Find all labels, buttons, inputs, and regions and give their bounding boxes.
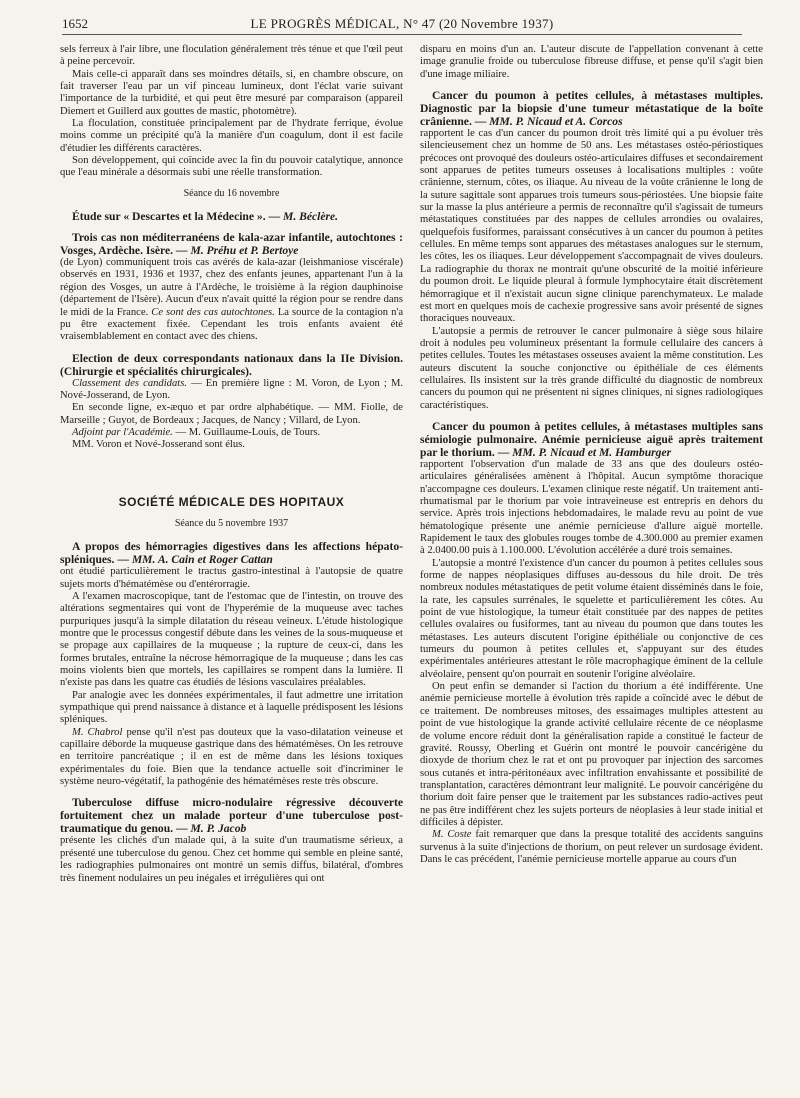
journal-title: LE PROGRÈS MÉDICAL, N° 47 (20 Novembre 1937) bbox=[250, 16, 554, 31]
paragraph: présente les clichés d'un malade qui, à la suite d'un traumatisme sérieux, a présenté une tuberculose du genou. Chez cet homme qui semble en pleine santé, les radiographies pulmonaires ont montré un semis diffus, bilatéral, d'ombres très finement nodulaires un peu inégales et irrégulières qui ont bbox=[60, 835, 403, 884]
page-number: 1652 bbox=[62, 16, 88, 31]
paragraph: rapportent l'observation d'un malade de 33 ans que des douleurs ostéo-articulaires généralisées amènent à l'hôpital. Aucun symptôme thoracique n'accompagne ces douleurs. L'examen clinique reste négatif. Un traitement anti-rhumatismal par le thorium par voie intraveineuse est entrepris en dehors du service. Après trois injections hebdomadaires, le malade revu au point de vue hématologique présente une anémie pernicieuse d'allure aiguë mortelle. Rapidement le taux des globules rouges tombe de 4.300.000 au premier examen à 2.0400.00 puis à 1.100.000. L'évolution accélérée a duré trois semaines. bbox=[420, 458, 763, 557]
session-date: Séance du 5 novembre 1937 bbox=[174, 517, 289, 529]
heading-title: Trois cas non méditerranéens de kala-azar infantile, autochtones : Vosges, Ardèche. Isère. — bbox=[60, 231, 403, 258]
paragraph-text: La source de la contagion n'a pu être exactement fixée. Cependant les trois enfants avaient été vraisemblablement en contact avec des chiens. bbox=[60, 306, 404, 343]
label-text: Classement des candidats. bbox=[72, 377, 187, 389]
page-header bbox=[62, 16, 742, 35]
section-heading bbox=[60, 210, 403, 223]
paragraph-emphasis: Ce sont des cas autochtones. bbox=[151, 306, 275, 318]
heading-title: A propos des hémorragies digestives dans les affections hépato-spléniques. — bbox=[60, 540, 403, 567]
paragraph-text: (de Lyon) communiquent trois cas avérés de kala-azar (leishmaniose viscérale) observés en 1931, 1936 et 1937, chez des enfants jeunes, appartenant l'un à la région des Vosges, un autre à l'Ardèche, le troisième à la région dauphinoise (département de l'Isère). Aucun d'eux n'avait quitté la région pour se rendre dans le midi de la France. bbox=[60, 257, 403, 318]
section-heading bbox=[60, 540, 403, 566]
heading-title: Tuberculose diffuse micro-nodulaire régressive découverte fortuitement chez un malade porteur d'une tuberculose post-traumatique du genou. — bbox=[60, 796, 403, 836]
heading-title: Cancer du poumon à petites cellules, à métastases multiples. Diagnostic par la biopsie d'une tumeur métastatique de la boîte crânienne. — bbox=[420, 89, 763, 129]
paragraph: MM. Voron et Nové-Josserand sont élus. bbox=[72, 439, 245, 451]
paragraph: En seconde ligne, ex-æquo et par ordre alphabétique. — MM. Fiolle, de Marseille ; Guyot, de Bordeaux ; Jacques, de Nancy ; Villard, de Lyon. bbox=[60, 402, 403, 426]
heading-authors: M. Préhu et P. Bertoye bbox=[190, 244, 299, 258]
heading-authors: MM. P. Nicaud et M. Hamburger bbox=[512, 445, 672, 459]
left-column bbox=[60, 44, 403, 885]
heading-title: Étude sur « Descartes et la Médecine ». — bbox=[72, 210, 281, 224]
section-heading bbox=[420, 420, 763, 459]
paragraph-text: pense qu'il n'est pas douteux que la vaso-dilatation veineuse et capillaire déborde la muqueuse gastrique dans des hématémèses. On les retrouve en territoire pancréatique ; il en est de même dans les lésions toxiques expérimentales du foie. Bien que la tendance actuelle soit d'incriminer le système neuro-végétatif, la pathogénie des hématémèses reste très obscure. bbox=[60, 726, 403, 788]
section-heading bbox=[60, 796, 403, 835]
section-heading bbox=[60, 231, 403, 257]
label-text: Adjoint par l'Académie. bbox=[72, 426, 173, 438]
paragraph: A l'examen macroscopique, tant de l'estomac que de l'intestin, on trouve des altérations segmentaires qui vont de l'hyperémie de la muqueuse avec taches purpuriques jusqu'à la simple dilatation du réseau veineux. L'étude histologique montre que le processus congestif débute dans les veines de la sous-muqueuse et se propage aux capillaires de la muqueuse ; la rupture de ceux-ci, dans les formes brutales, entraîne la nécrose hémorragique de la muqueuse ; dans les cas moins violents bien que mortels, les capillaires se rompent dans la lumière. Il n'existe pas dans les quatre cas étudiés de lésions vasculaires préalables. bbox=[60, 590, 403, 689]
paragraph: Mais celle-ci apparaît dans ses moindres détails, si, en chambre obscure, on fait traverser l'eau par un vif pinceau lumineux, dont l'éclat varie suivant l'importance de la turbidité, et qui peut être mesuré par comparaison (appareil Diemert et Guillerd aux gouttes de mastic, photomètre). bbox=[60, 68, 403, 117]
heading-authors: M. Béclère. bbox=[283, 210, 339, 224]
paragraph bbox=[420, 829, 763, 866]
session-date: Séance du 16 novembre bbox=[183, 187, 280, 199]
paragraph: Par analogie avec les données expérimentales, il faut admettre une irritation sympathique qui prend naissance à distance et à laquelle prédisposent les lésions spléniques. bbox=[60, 689, 403, 726]
society-title: SOCIÉTÉ MÉDICALE DES HOPITAUX bbox=[118, 494, 345, 509]
heading-authors: M. P. Jacob bbox=[190, 822, 247, 836]
paragraph bbox=[60, 257, 403, 343]
paragraph bbox=[60, 727, 403, 789]
paragraph-text: fait remarquer que dans la presque totalité des accidents sanguins survenus à la suite d'injections de thorium, on peut relever un surdosage évident. Dans le cas précédent, l'anémie pernicieuse mortelle apparue au cours d'un bbox=[420, 829, 763, 865]
heading-authors: MM. A. Cain et Roger Cattan bbox=[131, 553, 273, 567]
paragraph-text: — En première ligne : M. Voron, de Lyon ; M. Nové-Josserand, de Lyon. bbox=[60, 377, 404, 401]
paragraph: disparu en moins d'un an. L'auteur discute de l'appellation convenant à cette image granulie froide ou tuberculose fibreuse diffuse, et pense qu'il s'agit bien d'une image miliaire. bbox=[420, 44, 763, 80]
right-column bbox=[420, 44, 763, 866]
paragraph: L'autopsie a permis de retrouver le cancer pulmonaire à siège sous hilaire droit à nodules peu volumineux présentant la formule cellulaire des cancers à petites cellules. Toutes les métastases osseuses avaient la même constitution. Les auteurs discutent la souche conjonctive ou épithéliale de ces éléments cellulaires. Ils insistent sur la très grande difficulté du diagnostic de nombreux cancers du poumon qui ne présentent ni signes cliniques, ni signes radiologiques caractéristiques. bbox=[420, 325, 763, 411]
paragraph: ont étudié particulièrement le tractus gastro-intestinal à l'autopsie de quatre sujets morts d'hématémèse ou d'entérorragie. bbox=[60, 566, 403, 590]
paragraph: On peut enfin se demander si l'action du thorium a été indifférente. Une anémie pernicieuse mortelle à évolution très rapide a coïncidé avec le début de ce traitement. De nombreuses mitoses, des essaimages multiples attestent au point de vue histologique la grande activité cellulaire récente de ce néoplasme de volume encore réduit dont la généralisation rapide a constitué le facteur de gravité. Roussy, Oberling et Guérin ont montré le pouvoir cancérigène du dioxyde de thorium chez le rat et ont pu provoquer par injection des sarcomes sous cutanés et intra-péritonéaux avec infiltration envahissante et possibilité de transplantation, caractères démontrant leur malignité. Le pouvoir cancérigène du thorium doit faire penser que le traitement par les substances radio-actives peut ne pas être indifférent chez les sujets porteurs de néoplasies à leur stade initial et difficiles à dépister. bbox=[420, 681, 763, 828]
section-heading: Election de deux correspondants nationaux dans la IIe Division. (Chirurgie et spécialités chirurgicales). bbox=[60, 351, 403, 378]
paragraph bbox=[60, 427, 403, 439]
paragraph: rapportent le cas d'un cancer du poumon droit très limité qui a pu évoluer très silencieusement chez un homme de 50 ans. Les métastases ostéo-périostiques précoces ont provoqué des douleurs ostéo-articulaires diffuses et secondairement sont apparues de petites tumeurs osseuses à localisations multiples : voûte crânienne, sternum, côtes, os iliaque. Au niveau de la voûte crânienne le long de la suture sagittale sont apparues trois tumeurs sous-périostées. Une biopsie faite sur la masse la plus antérieure a permis de reconnaître qu'il s'agissait de tumeurs métastatiques constituées par des nappes de cellules arrondies ou ovalaires, quelquefois fusiformes, paraissant consécutives à un cancer du poumon à petites cellules. En même temps sont apparues des métastases analogues sur le sternum, les côtes, les os iliaques. Leur développement s'accompagnait de vives douleurs. La radiographie du thorax ne montrait qu'une obscurité de la moitié inférieure du poumon droit. Le liquide pleural à formule lymphocytaire était discrètement hémorragique et il n'existait aucun signe clinique parenchymateux. Le malade est mort en quelques mois de cachexie progressive sans avoir présenté de signes thoraciques nouveaux. bbox=[420, 128, 763, 325]
paragraph bbox=[60, 378, 403, 403]
author-name: M. Chabrol bbox=[72, 726, 123, 738]
section-heading bbox=[420, 89, 763, 128]
paragraph: Son développement, qui coïncide avec la fin du pouvoir catalytique, annonce que l'eau minérale a désormais subi une réelle transformation. bbox=[60, 155, 403, 179]
paragraph: sels ferreux à l'air libre, une floculation généralement très ténue et que l'œil peut à peine percevoir. bbox=[60, 44, 403, 68]
paragraph-text: — M. Guillaume-Louis, de Tours. bbox=[175, 426, 321, 438]
paragraph: La floculation, constituée principalement par de l'hydrate ferrique, évolue moins comme un précipité qu'à la manière d'un coagulum, dont il est facile d'étudier les différents caractères. bbox=[60, 118, 403, 154]
paragraph: L'autopsie a montré l'existence d'un cancer du poumon à petites cellules sous forme de nappes néoplasiques diffuses au-dessous du hile droit. De très nombreux nodules métastatiques de petit volume étaient disséminés dans le foie, la rate, les capsules surrénales, le squelette et particulièrement les côtes. Au point de vue histologique, la tumeur était constituée par des nappes de petites cellules ovalaires ou fusiformes, tant au niveau du poumon que dans toutes les métastases. Les auteurs discutent l'origine épithéliale ou conjonctive de ces tumeurs du poumon à petites cellules et, s'appuyant sur des études expérimentales antérieures attestant le rôle macrophagique éminent de la cellule alvéolaire, pensent qu'on pourrait en soutenir l'origine alvéolaire. bbox=[420, 557, 763, 680]
author-name: M. Coste bbox=[432, 829, 472, 841]
heading-authors: MM. P. Nicaud et A. Corcos bbox=[489, 115, 623, 129]
heading-title: Cancer du poumon à petites cellules, à métastases multiples sans sémiologie pulmonaire. Anémie pernicieuse aiguë après traitement par le thorium. — bbox=[420, 419, 763, 459]
